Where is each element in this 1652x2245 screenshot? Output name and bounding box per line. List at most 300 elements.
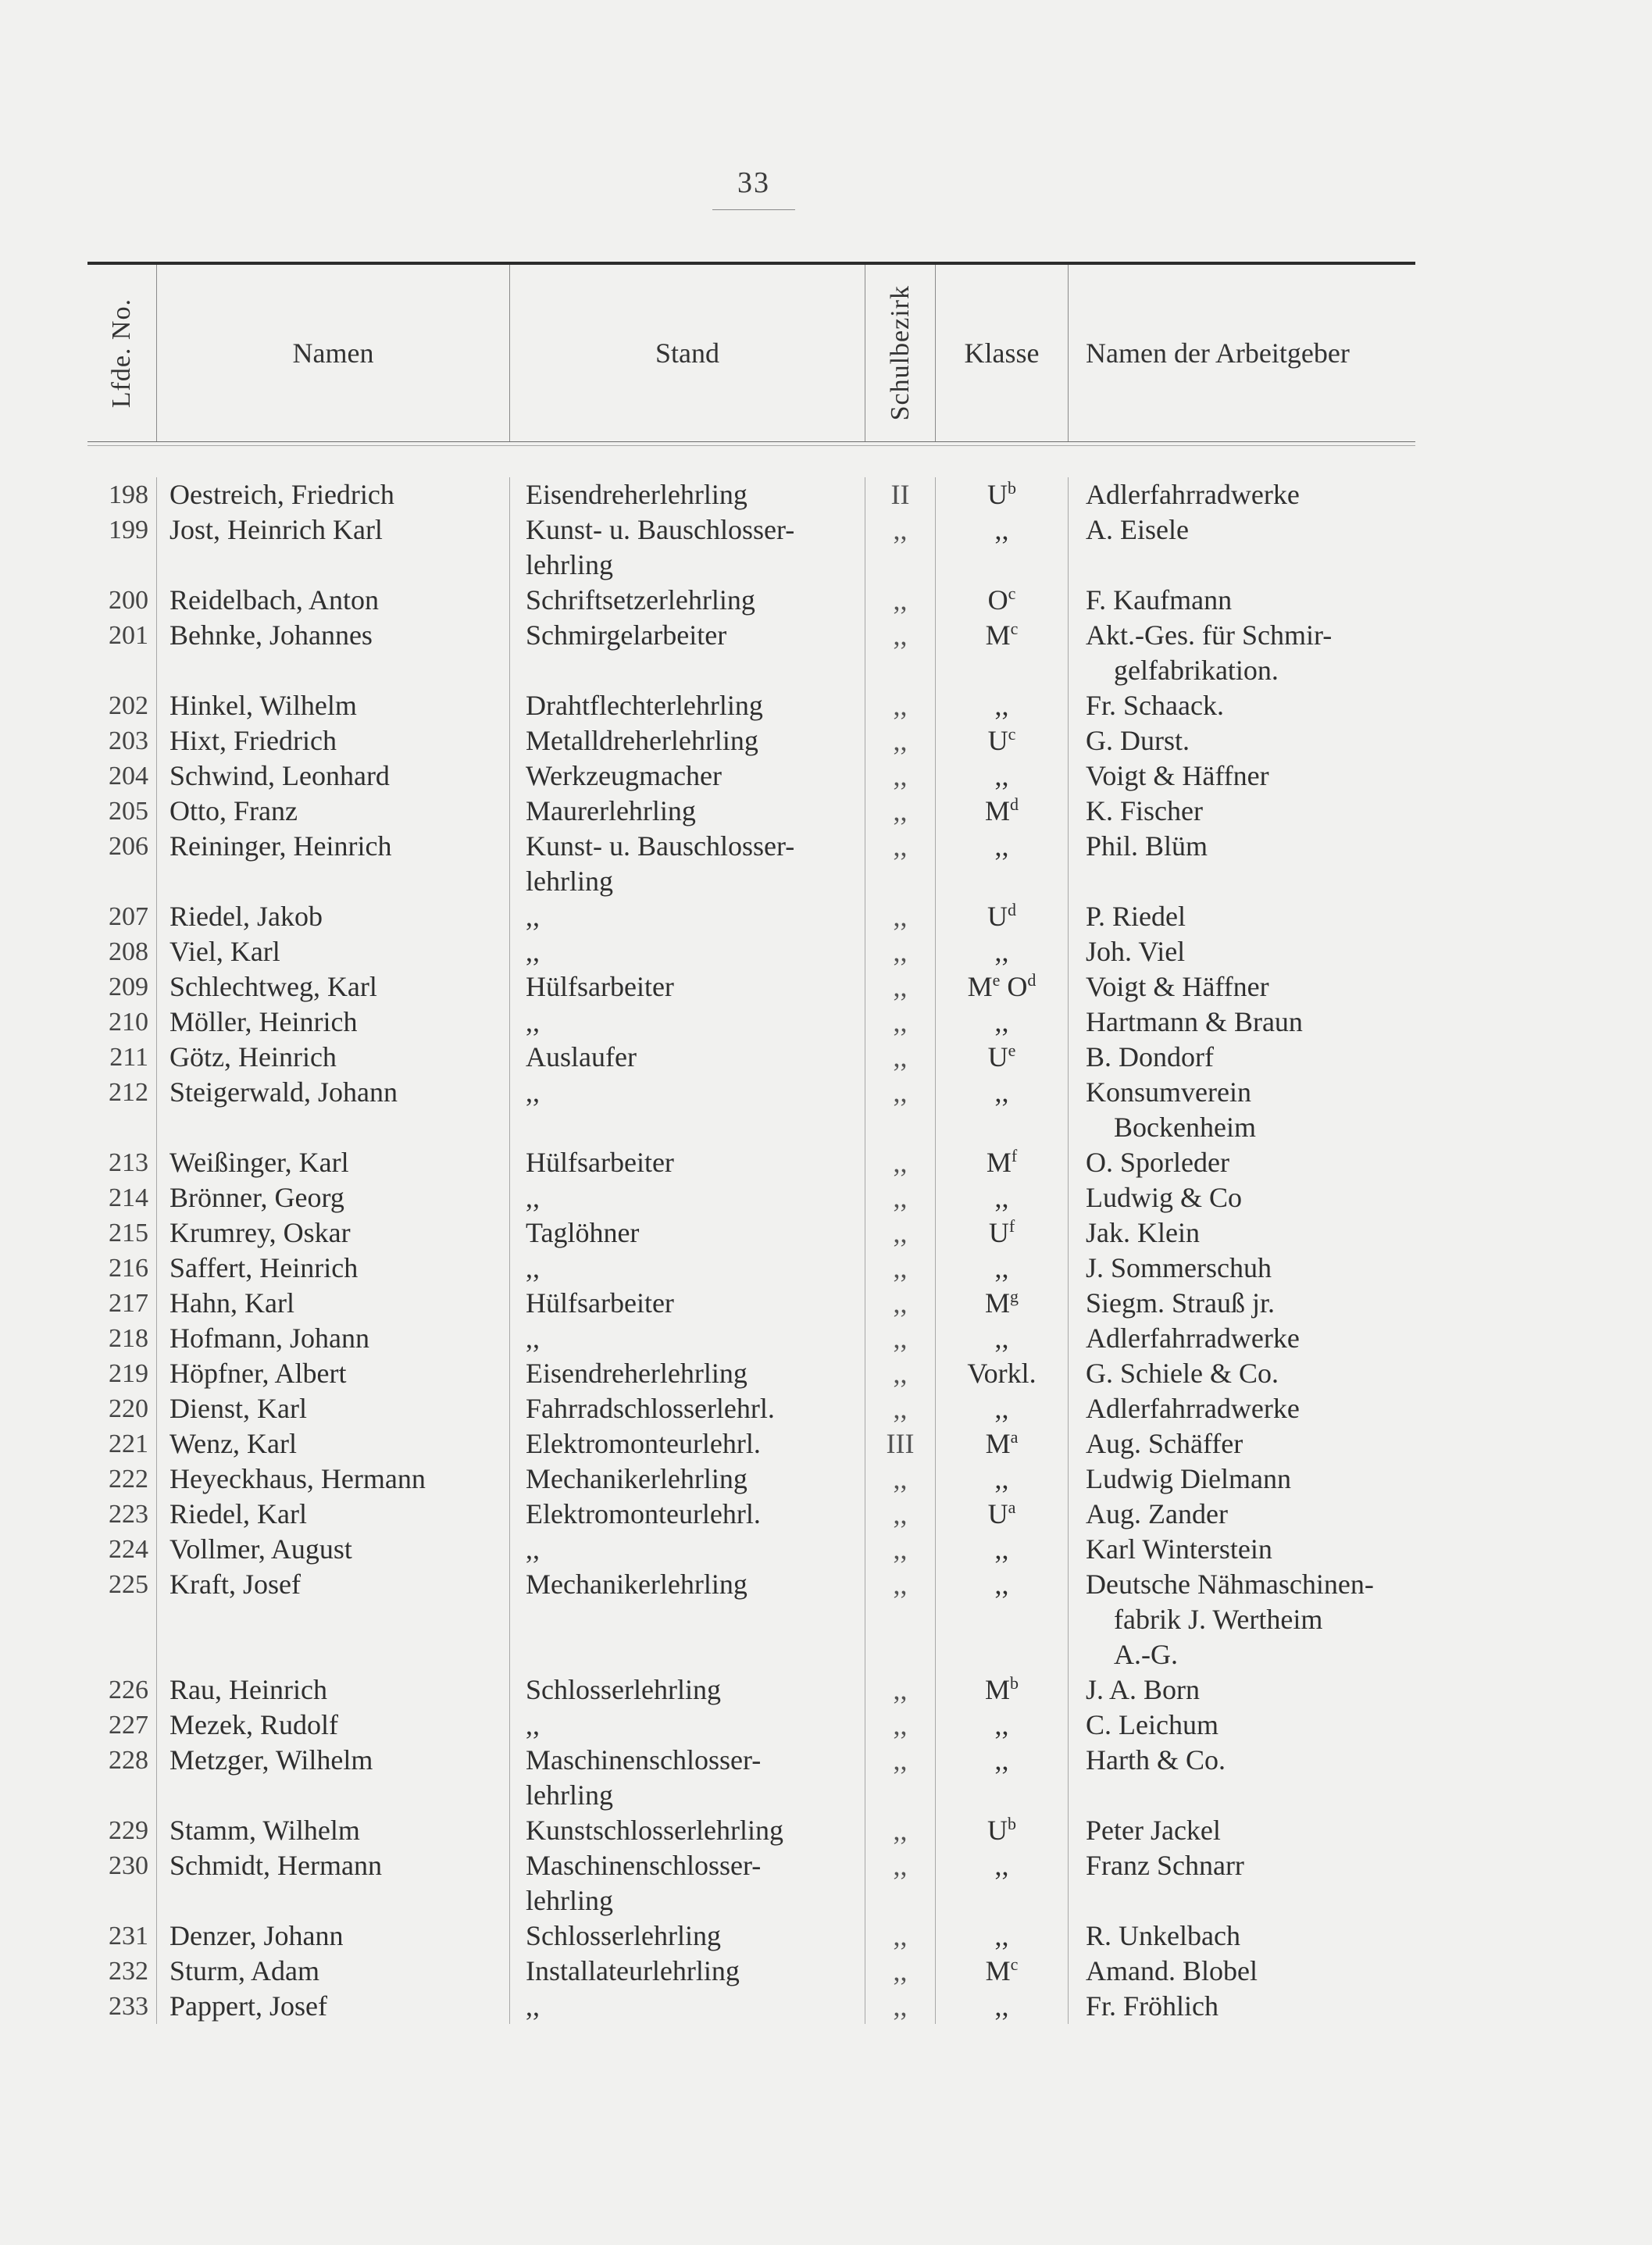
klasse-value: U bbox=[987, 901, 1008, 932]
klasse-value: ,, bbox=[994, 514, 1009, 545]
row-stand: ,, bbox=[526, 1182, 540, 1213]
row-stand: Hülfsarbeiter bbox=[526, 1287, 674, 1319]
klasse-superscript: d bbox=[1010, 794, 1019, 814]
klasse-value: U bbox=[988, 1217, 1009, 1248]
row-number: 230 bbox=[109, 1851, 148, 1880]
row-klasse bbox=[936, 1462, 1068, 1497]
klasse-value: U bbox=[987, 1815, 1008, 1846]
row-name bbox=[157, 1602, 509, 1637]
row-number: 207 bbox=[109, 902, 148, 931]
klasse-superscript: a bbox=[1010, 1427, 1019, 1447]
row-arbeitgeber: Aug. Schäffer bbox=[1086, 1428, 1243, 1459]
row-klasse bbox=[936, 1532, 1068, 1567]
row-klasse bbox=[936, 1075, 1068, 1110]
klasse-value: ,, bbox=[994, 760, 1009, 791]
row-schulbezirk: ,, bbox=[893, 1287, 908, 1319]
row-number: 200 bbox=[109, 586, 148, 615]
row-stand: Mechanikerlehrling bbox=[526, 1463, 748, 1494]
row-number bbox=[87, 1110, 156, 1145]
row-arbeitgeber: Voigt & Häffner bbox=[1086, 760, 1269, 791]
row-name: Brönner, Georg bbox=[169, 1182, 344, 1213]
row-stand: lehrling bbox=[526, 1779, 613, 1811]
column-stand bbox=[509, 477, 865, 2024]
row-arbeitgeber: Fr. Schaack. bbox=[1086, 690, 1224, 721]
row-stand: Schlosserlehrling bbox=[526, 1920, 721, 1951]
klasse-value: ,, bbox=[994, 1990, 1009, 2022]
row-schulbezirk bbox=[865, 1778, 935, 1813]
row-klasse bbox=[936, 477, 1068, 512]
row-number: 232 bbox=[109, 1957, 148, 1986]
klasse-extra-superscript: d bbox=[1027, 970, 1037, 990]
row-klasse bbox=[936, 829, 1068, 864]
row-number: 201 bbox=[109, 621, 148, 650]
row-number: 217 bbox=[109, 1289, 148, 1318]
row-name: Rau, Heinrich bbox=[169, 1674, 327, 1705]
row-schulbezirk: ,, bbox=[893, 1990, 908, 2022]
row-klasse bbox=[936, 1040, 1068, 1075]
row-arbeitgeber: Aug. Zander bbox=[1086, 1498, 1228, 1529]
row-arbeitgeber: P. Riedel bbox=[1086, 901, 1186, 932]
row-name: Weißinger, Karl bbox=[169, 1147, 349, 1178]
row-name: Schmidt, Hermann bbox=[169, 1850, 382, 1881]
klasse-superscript: a bbox=[1008, 1497, 1016, 1517]
row-name: Denzer, Johann bbox=[169, 1920, 344, 1951]
row-number: 222 bbox=[109, 1465, 148, 1494]
klasse-superscript: e bbox=[1008, 1040, 1016, 1060]
row-name: Riedel, Karl bbox=[169, 1498, 307, 1529]
row-number: 210 bbox=[109, 1008, 148, 1037]
column-arbeitgeber bbox=[1068, 477, 1415, 2024]
row-number bbox=[87, 653, 156, 688]
row-klasse bbox=[936, 1989, 1068, 2024]
row-number bbox=[87, 1602, 156, 1637]
row-schulbezirk bbox=[865, 653, 935, 688]
klasse-value: M bbox=[984, 1287, 1010, 1319]
row-arbeitgeber: Deutsche Nähmaschinen- bbox=[1086, 1569, 1374, 1600]
row-number: 219 bbox=[109, 1359, 148, 1388]
row-stand: Werkzeugmacher bbox=[526, 760, 722, 791]
row-stand: Schmirgelarbeiter bbox=[526, 619, 727, 651]
row-klasse bbox=[936, 1286, 1068, 1321]
row-arbeitgeber bbox=[1069, 1778, 1415, 1813]
row-klasse bbox=[936, 1918, 1068, 1954]
row-stand: Hülfsarbeiter bbox=[526, 1147, 674, 1178]
row-number: 220 bbox=[109, 1394, 148, 1423]
klasse-value: M bbox=[984, 795, 1010, 826]
row-stand: Elektromonteurlehrl. bbox=[526, 1498, 761, 1529]
row-klasse bbox=[936, 1883, 1068, 1918]
row-schulbezirk: ,, bbox=[893, 1358, 908, 1389]
klasse-value: M bbox=[984, 1674, 1010, 1705]
row-arbeitgeber: J. A. Born bbox=[1086, 1674, 1201, 1705]
row-number: 199 bbox=[109, 516, 148, 544]
row-arbeitgeber: K. Fischer bbox=[1086, 795, 1203, 826]
row-name: Sturm, Adam bbox=[169, 1955, 320, 1986]
row-klasse bbox=[936, 1567, 1068, 1602]
klasse-value: M bbox=[967, 971, 993, 1002]
klasse-superscript: b bbox=[1010, 1673, 1019, 1693]
row-arbeitgeber: Konsumverein bbox=[1086, 1076, 1251, 1108]
row-name: Vollmer, August bbox=[169, 1533, 352, 1565]
column-lfd-no bbox=[87, 477, 156, 2024]
row-arbeitgeber: Ludwig & Co bbox=[1086, 1182, 1243, 1213]
row-number: 203 bbox=[109, 726, 148, 755]
row-klasse bbox=[936, 548, 1068, 583]
row-schulbezirk: ,, bbox=[893, 1498, 908, 1529]
page-number-underline bbox=[712, 209, 795, 210]
row-stand: Schlosserlehrling bbox=[526, 1674, 721, 1705]
row-schulbezirk: ,, bbox=[893, 1006, 908, 1037]
row-schulbezirk: ,, bbox=[893, 760, 908, 791]
row-schulbezirk: ,, bbox=[893, 901, 908, 932]
row-klasse bbox=[936, 899, 1068, 934]
row-number bbox=[87, 1883, 156, 1918]
row-schulbezirk: ,, bbox=[893, 690, 908, 721]
klasse-value: U bbox=[987, 725, 1008, 756]
row-schulbezirk: ,, bbox=[893, 1533, 908, 1565]
row-name: Schlechtweg, Karl bbox=[169, 971, 377, 1002]
row-schulbezirk: III bbox=[886, 1428, 915, 1459]
row-arbeitgeber: A.-G. bbox=[1114, 1639, 1178, 1670]
row-name: Jost, Heinrich Karl bbox=[169, 514, 383, 545]
row-arbeitgeber: Siegm. Strauß jr. bbox=[1086, 1287, 1275, 1319]
klasse-value: ,, bbox=[994, 1322, 1009, 1354]
row-klasse bbox=[936, 1813, 1068, 1848]
row-schulbezirk bbox=[865, 1602, 935, 1637]
row-arbeitgeber: gelfabrikation. bbox=[1114, 655, 1279, 686]
klasse-value: M bbox=[986, 1147, 1012, 1178]
row-arbeitgeber: G. Durst. bbox=[1086, 725, 1190, 756]
row-number bbox=[87, 1778, 156, 1813]
page-number: 33 bbox=[737, 166, 770, 199]
row-klasse bbox=[936, 1497, 1068, 1532]
row-name: Metzger, Wilhelm bbox=[169, 1744, 373, 1776]
row-number bbox=[87, 864, 156, 899]
row-schulbezirk: II bbox=[890, 479, 910, 510]
row-arbeitgeber: Hartmann & Braun bbox=[1086, 1006, 1303, 1037]
row-name: Reininger, Heinrich bbox=[169, 830, 392, 862]
row-schulbezirk: ,, bbox=[893, 514, 908, 545]
row-arbeitgeber: Akt.-Ges. für Schmir- bbox=[1086, 619, 1333, 651]
row-klasse bbox=[936, 688, 1068, 723]
row-stand: ,, bbox=[526, 1076, 540, 1108]
row-name: Götz, Heinrich bbox=[169, 1041, 337, 1073]
klasse-value: ,, bbox=[994, 690, 1009, 721]
header-schulbezirk: Schulbezirk bbox=[865, 265, 935, 441]
row-stand: ,, bbox=[526, 1990, 540, 2022]
row-schulbezirk bbox=[865, 548, 935, 583]
row-arbeitgeber: fabrik J. Wertheim bbox=[1114, 1604, 1323, 1635]
row-number: 224 bbox=[109, 1535, 148, 1564]
row-arbeitgeber: Bockenheim bbox=[1114, 1112, 1256, 1143]
klasse-value: M bbox=[985, 1955, 1011, 1986]
row-stand: Metalldreherlehrling bbox=[526, 725, 758, 756]
row-name: Schwind, Leonhard bbox=[169, 760, 390, 791]
row-name: Oestreich, Friedrich bbox=[169, 479, 394, 510]
row-klasse bbox=[936, 1637, 1068, 1672]
klasse-extra: O bbox=[1000, 971, 1028, 1002]
row-stand: ,, bbox=[526, 936, 540, 967]
row-name bbox=[157, 653, 509, 688]
row-arbeitgeber: A. Eisele bbox=[1086, 514, 1189, 545]
row-name bbox=[157, 548, 509, 583]
row-arbeitgeber: O. Sporleder bbox=[1086, 1147, 1229, 1178]
row-stand: ,, bbox=[526, 1709, 540, 1740]
row-stand: Kunstschlosserlehrling bbox=[526, 1815, 783, 1846]
row-klasse bbox=[936, 934, 1068, 969]
row-name: Heyeckhaus, Hermann bbox=[169, 1463, 426, 1494]
row-klasse bbox=[936, 1672, 1068, 1708]
row-stand: Installateurlehrling bbox=[526, 1955, 740, 1986]
row-arbeitgeber: Joh. Viel bbox=[1086, 936, 1186, 967]
row-number: 209 bbox=[109, 973, 148, 1001]
table-body bbox=[87, 446, 1415, 2024]
row-arbeitgeber: Fr. Fröhlich bbox=[1086, 1990, 1219, 2022]
row-schulbezirk: ,, bbox=[893, 619, 908, 651]
row-stand: lehrling bbox=[526, 866, 613, 897]
row-number: 227 bbox=[109, 1711, 148, 1740]
row-schulbezirk bbox=[865, 1110, 935, 1145]
row-stand: ,, bbox=[526, 1533, 540, 1565]
row-stand: Taglöhner bbox=[526, 1217, 640, 1248]
row-name: Wenz, Karl bbox=[169, 1428, 298, 1459]
row-klasse bbox=[936, 512, 1068, 548]
row-klasse bbox=[936, 758, 1068, 794]
klasse-value: ,, bbox=[994, 1252, 1009, 1283]
row-klasse bbox=[936, 969, 1068, 1005]
row-name: Hinkel, Wilhelm bbox=[169, 690, 357, 721]
klasse-value: ,, bbox=[994, 936, 1009, 967]
row-number: 229 bbox=[109, 1816, 148, 1845]
row-number: 226 bbox=[109, 1676, 148, 1704]
row-name: Reidelbach, Anton bbox=[169, 584, 379, 616]
row-stand: Maschinenschlosser- bbox=[526, 1744, 762, 1776]
row-klasse bbox=[936, 1426, 1068, 1462]
row-klasse bbox=[936, 618, 1068, 653]
klasse-value: ,, bbox=[994, 1744, 1009, 1776]
row-arbeitgeber: Adlerfahrradwerke bbox=[1086, 1393, 1300, 1424]
klasse-value: ,, bbox=[994, 1006, 1009, 1037]
row-name: Hahn, Karl bbox=[169, 1287, 294, 1319]
row-stand: ,, bbox=[526, 1006, 540, 1037]
klasse-value: M bbox=[985, 1428, 1011, 1459]
row-klasse bbox=[936, 1848, 1068, 1883]
row-schulbezirk: ,, bbox=[893, 1217, 908, 1248]
klasse-value: ,, bbox=[994, 1533, 1009, 1565]
row-name: Hofmann, Johann bbox=[169, 1322, 369, 1354]
row-number: 213 bbox=[109, 1148, 148, 1177]
row-arbeitgeber: G. Schiele & Co. bbox=[1086, 1358, 1279, 1389]
row-schulbezirk bbox=[865, 864, 935, 899]
row-name: Otto, Franz bbox=[169, 795, 298, 826]
register-table bbox=[87, 262, 1415, 2024]
row-name: Mezek, Rudolf bbox=[169, 1709, 338, 1740]
column-namen bbox=[156, 477, 509, 2024]
row-arbeitgeber: Adlerfahrradwerke bbox=[1086, 479, 1300, 510]
row-stand: ,, bbox=[526, 1252, 540, 1283]
klasse-superscript: c bbox=[1008, 724, 1016, 744]
klasse-value: ,, bbox=[994, 1850, 1009, 1881]
row-klasse bbox=[936, 1215, 1068, 1251]
row-stand: Fahrradschlosserlehrl. bbox=[526, 1393, 775, 1424]
row-number: 212 bbox=[109, 1078, 148, 1107]
row-number bbox=[87, 1637, 156, 1672]
klasse-value: Vorkl. bbox=[967, 1358, 1037, 1389]
row-name: Kraft, Josef bbox=[169, 1569, 301, 1600]
row-schulbezirk: ,, bbox=[893, 1920, 908, 1951]
row-klasse bbox=[936, 1180, 1068, 1215]
klasse-value: ,, bbox=[994, 1569, 1009, 1600]
row-arbeitgeber: Harth & Co. bbox=[1086, 1744, 1226, 1776]
row-schulbezirk: ,, bbox=[893, 1182, 908, 1213]
row-arbeitgeber bbox=[1069, 1883, 1415, 1918]
row-arbeitgeber: Peter Jackel bbox=[1086, 1815, 1221, 1846]
row-stand bbox=[510, 1602, 865, 1637]
klasse-value: ,, bbox=[994, 1076, 1009, 1108]
row-stand: Maurerlehrling bbox=[526, 795, 696, 826]
row-schulbezirk bbox=[865, 1637, 935, 1672]
row-name: Behnke, Johannes bbox=[169, 619, 373, 651]
row-name bbox=[157, 1110, 509, 1145]
row-name: Riedel, Jakob bbox=[169, 901, 323, 932]
row-schulbezirk: ,, bbox=[893, 1674, 908, 1705]
row-schulbezirk: ,, bbox=[893, 936, 908, 967]
column-schulbezirk bbox=[865, 477, 935, 2024]
row-arbeitgeber: Karl Winterstein bbox=[1086, 1533, 1272, 1565]
row-schulbezirk: ,, bbox=[893, 1815, 908, 1846]
row-klasse bbox=[936, 723, 1068, 758]
row-arbeitgeber bbox=[1069, 548, 1415, 583]
row-schulbezirk: ,, bbox=[893, 1955, 908, 1986]
row-number: 231 bbox=[109, 1922, 148, 1951]
row-stand bbox=[510, 653, 865, 688]
klasse-value: U bbox=[987, 1498, 1008, 1529]
row-stand: Kunst- u. Bauschlosser- bbox=[526, 830, 795, 862]
row-stand: Eisendreherlehrling bbox=[526, 1358, 748, 1389]
klasse-superscript: b bbox=[1008, 478, 1016, 498]
row-arbeitgeber: R. Unkelbach bbox=[1086, 1920, 1240, 1951]
klasse-value: M bbox=[985, 619, 1011, 651]
row-schulbezirk: ,, bbox=[893, 725, 908, 756]
klasse-value: ,, bbox=[994, 1463, 1009, 1494]
row-stand: lehrling bbox=[526, 549, 613, 580]
row-klasse bbox=[936, 1778, 1068, 1813]
row-stand: ,, bbox=[526, 901, 540, 932]
row-name: Stamm, Wilhelm bbox=[169, 1815, 360, 1846]
row-number: 204 bbox=[109, 762, 148, 791]
row-schulbezirk: ,, bbox=[893, 1850, 908, 1881]
row-number: 198 bbox=[109, 480, 148, 509]
row-schulbezirk: ,, bbox=[893, 1709, 908, 1740]
header-klasse: Klasse bbox=[935, 265, 1068, 441]
row-name: Pappert, Josef bbox=[169, 1990, 327, 2022]
klasse-superscript: f bbox=[1008, 1216, 1015, 1236]
row-schulbezirk: ,, bbox=[893, 1252, 908, 1283]
row-number bbox=[87, 548, 156, 583]
row-arbeitgeber: Ludwig Dielmann bbox=[1086, 1463, 1291, 1494]
row-name bbox=[157, 864, 509, 899]
row-schulbezirk: ,, bbox=[893, 1041, 908, 1073]
row-schulbezirk: ,, bbox=[893, 830, 908, 862]
row-stand bbox=[510, 1637, 865, 1672]
klasse-superscript: d bbox=[1008, 900, 1016, 919]
row-name: Hixt, Friedrich bbox=[169, 725, 337, 756]
row-schulbezirk: ,, bbox=[893, 971, 908, 1002]
row-klasse bbox=[936, 1321, 1068, 1356]
row-arbeitgeber: Phil. Blüm bbox=[1086, 830, 1208, 862]
header-stand: Stand bbox=[509, 265, 865, 441]
row-number: 214 bbox=[109, 1183, 148, 1212]
row-stand bbox=[510, 1110, 865, 1145]
row-name: Dienst, Karl bbox=[169, 1393, 307, 1424]
row-klasse bbox=[936, 1356, 1068, 1391]
header-rule bbox=[87, 441, 1415, 442]
row-arbeitgeber: Amand. Blobel bbox=[1086, 1955, 1258, 1986]
row-klasse bbox=[936, 1602, 1068, 1637]
header-arbeitgeber: Namen der Arbeitgeber bbox=[1068, 265, 1415, 441]
row-klasse bbox=[936, 1251, 1068, 1286]
row-name bbox=[157, 1778, 509, 1813]
row-number: 205 bbox=[109, 797, 148, 826]
klasse-value: U bbox=[987, 1041, 1008, 1073]
row-stand: Mechanikerlehrling bbox=[526, 1569, 748, 1600]
column-klasse bbox=[935, 477, 1068, 2024]
row-klasse bbox=[936, 653, 1068, 688]
row-klasse bbox=[936, 1110, 1068, 1145]
row-klasse bbox=[936, 864, 1068, 899]
row-schulbezirk: ,, bbox=[893, 1744, 908, 1776]
klasse-superscript: e bbox=[992, 970, 1001, 990]
row-number: 221 bbox=[109, 1429, 148, 1458]
row-klasse bbox=[936, 1005, 1068, 1040]
row-schulbezirk: ,, bbox=[893, 584, 908, 616]
row-number: 225 bbox=[109, 1570, 148, 1599]
row-number: 208 bbox=[109, 937, 148, 966]
header-lfd-no: Lfde. No. bbox=[107, 298, 136, 409]
klasse-superscript: c bbox=[1010, 1954, 1019, 1974]
klasse-superscript: c bbox=[1010, 619, 1019, 638]
row-name: Krumrey, Oskar bbox=[169, 1217, 351, 1248]
row-name: Viel, Karl bbox=[169, 936, 280, 967]
row-number: 211 bbox=[109, 1043, 148, 1072]
klasse-superscript: f bbox=[1011, 1146, 1018, 1165]
row-schulbezirk: ,, bbox=[893, 1463, 908, 1494]
klasse-superscript: b bbox=[1008, 1814, 1016, 1833]
row-arbeitgeber bbox=[1069, 864, 1415, 899]
row-klasse bbox=[936, 1954, 1068, 1989]
row-stand: Hülfsarbeiter bbox=[526, 971, 674, 1002]
row-klasse bbox=[936, 583, 1068, 618]
row-schulbezirk bbox=[865, 1883, 935, 1918]
row-name: Steigerwald, Johann bbox=[169, 1076, 398, 1108]
row-klasse bbox=[936, 1743, 1068, 1778]
row-klasse bbox=[936, 1391, 1068, 1426]
row-arbeitgeber: B. Dondorf bbox=[1086, 1041, 1214, 1073]
row-arbeitgeber: Franz Schnarr bbox=[1086, 1850, 1244, 1881]
row-stand: Maschinenschlosser- bbox=[526, 1850, 762, 1881]
row-arbeitgeber: F. Kaufmann bbox=[1086, 584, 1233, 616]
row-name: Möller, Heinrich bbox=[169, 1006, 358, 1037]
row-klasse bbox=[936, 1145, 1068, 1180]
row-name: Saffert, Heinrich bbox=[169, 1252, 359, 1283]
klasse-superscript: g bbox=[1010, 1287, 1019, 1306]
row-name bbox=[157, 1637, 509, 1672]
row-number: 223 bbox=[109, 1500, 148, 1529]
row-stand: Eisendreherlehrling bbox=[526, 479, 748, 510]
row-arbeitgeber: J. Sommerschuh bbox=[1086, 1252, 1272, 1283]
row-arbeitgeber: Jak. Klein bbox=[1086, 1217, 1200, 1248]
row-number: 218 bbox=[109, 1324, 148, 1353]
